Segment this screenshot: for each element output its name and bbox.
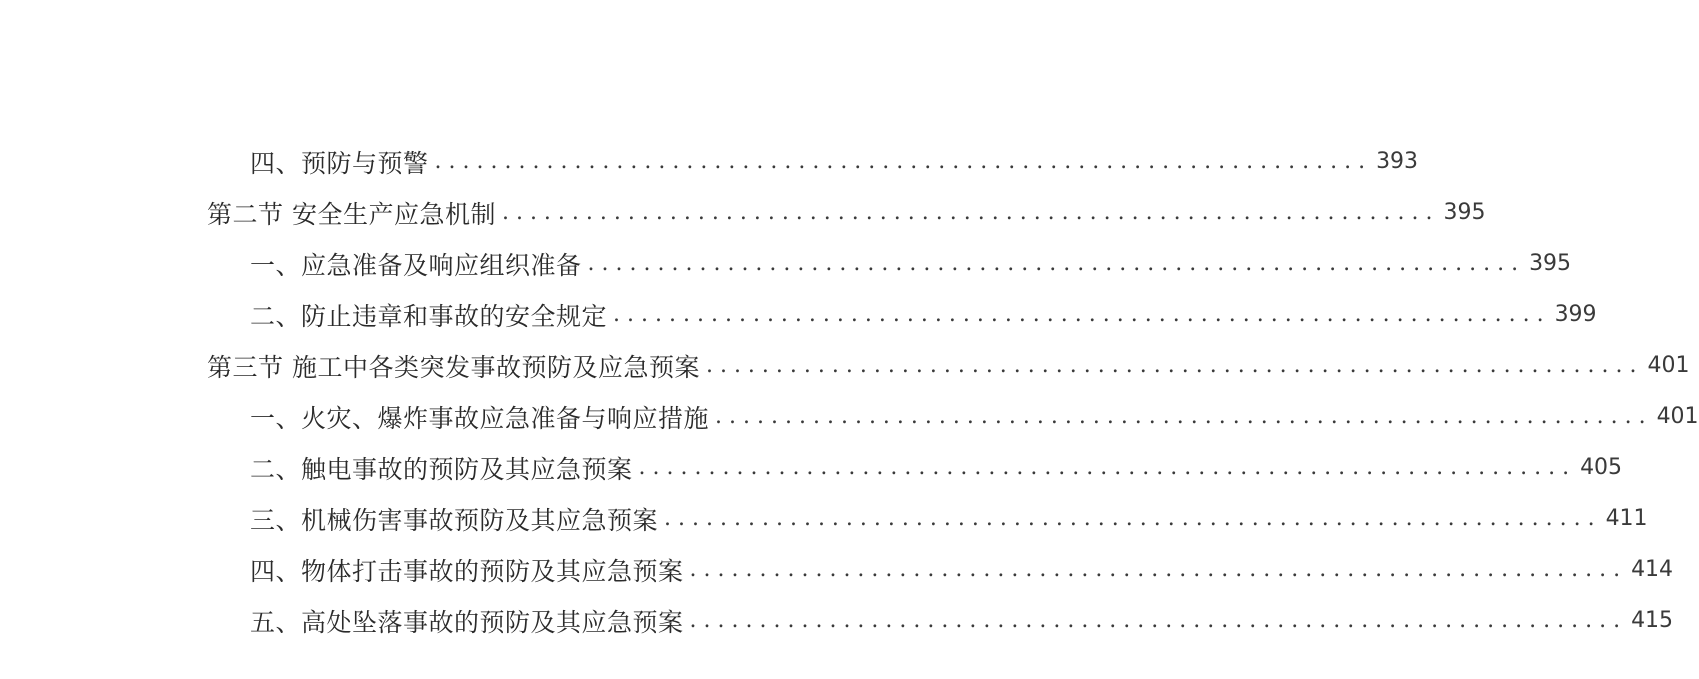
toc-entry xyxy=(0,238,1572,289)
toc-dot-leader: ................................................................... xyxy=(613,301,1551,327)
toc-entry-title: 四、物体打击事故的预防及其应急预案 xyxy=(250,556,684,586)
toc-entry-title: 一、火灾、爆炸事故应急准备与响应措施 xyxy=(250,403,710,433)
toc-dot-leader: ................................................................... xyxy=(715,403,1653,429)
toc-entry-title: 第三节 施工中各类突发事故预防及应急预案 xyxy=(207,352,700,382)
toc-entry-title: 五、高处坠落事故的预防及其应急预案 xyxy=(250,607,684,637)
toc-dot-leader: ................................................................... xyxy=(501,199,1440,225)
toc-dot-leader: ................................................................... xyxy=(638,454,1577,480)
toc-entry xyxy=(0,595,1674,646)
toc-page-number: 395 xyxy=(1443,200,1486,225)
toc-dot-leader: ................................................................... xyxy=(689,556,1628,582)
toc-dot-leader: ................................................................... xyxy=(587,250,1526,276)
toc-entry xyxy=(0,442,1623,493)
toc-page-number: 401 xyxy=(1656,404,1699,429)
toc-entry xyxy=(0,136,1419,187)
toc-entry xyxy=(0,493,1648,544)
toc-page-number: 411 xyxy=(1605,506,1648,531)
toc-section-heading xyxy=(0,187,1486,238)
table-of-contents xyxy=(0,136,1699,646)
toc-dot-leader: ................................................................... xyxy=(689,607,1628,633)
toc-section-heading xyxy=(0,340,1690,391)
toc-entry-title: 三、机械伤害事故预防及其应急预案 xyxy=(250,505,659,535)
toc-page-number: 393 xyxy=(1376,149,1419,174)
toc-entry xyxy=(0,289,1597,340)
toc-entry-title: 一、应急准备及响应组织准备 xyxy=(250,250,582,280)
toc-page-number: 414 xyxy=(1631,557,1674,582)
toc-dot-leader: ................................................................... xyxy=(434,148,1373,174)
toc-entry-title: 第二节 安全生产应急机制 xyxy=(207,199,496,229)
toc-entry-title: 四、预防与预警 xyxy=(250,148,429,178)
toc-entry xyxy=(0,391,1699,442)
toc-page-number: 395 xyxy=(1529,251,1572,276)
toc-entry xyxy=(0,544,1674,595)
toc-page-number: 401 xyxy=(1647,353,1690,378)
toc-entry-title: 二、触电事故的预防及其应急预案 xyxy=(250,454,633,484)
toc-dot-leader: ................................................................... xyxy=(705,352,1644,378)
toc-page-number: 415 xyxy=(1631,608,1674,633)
toc-entry-title: 二、防止违章和事故的安全规定 xyxy=(250,301,608,331)
toc-page-number: 405 xyxy=(1580,455,1623,480)
toc-dot-leader: ................................................................... xyxy=(664,505,1602,531)
toc-page-number: 399 xyxy=(1554,302,1597,327)
